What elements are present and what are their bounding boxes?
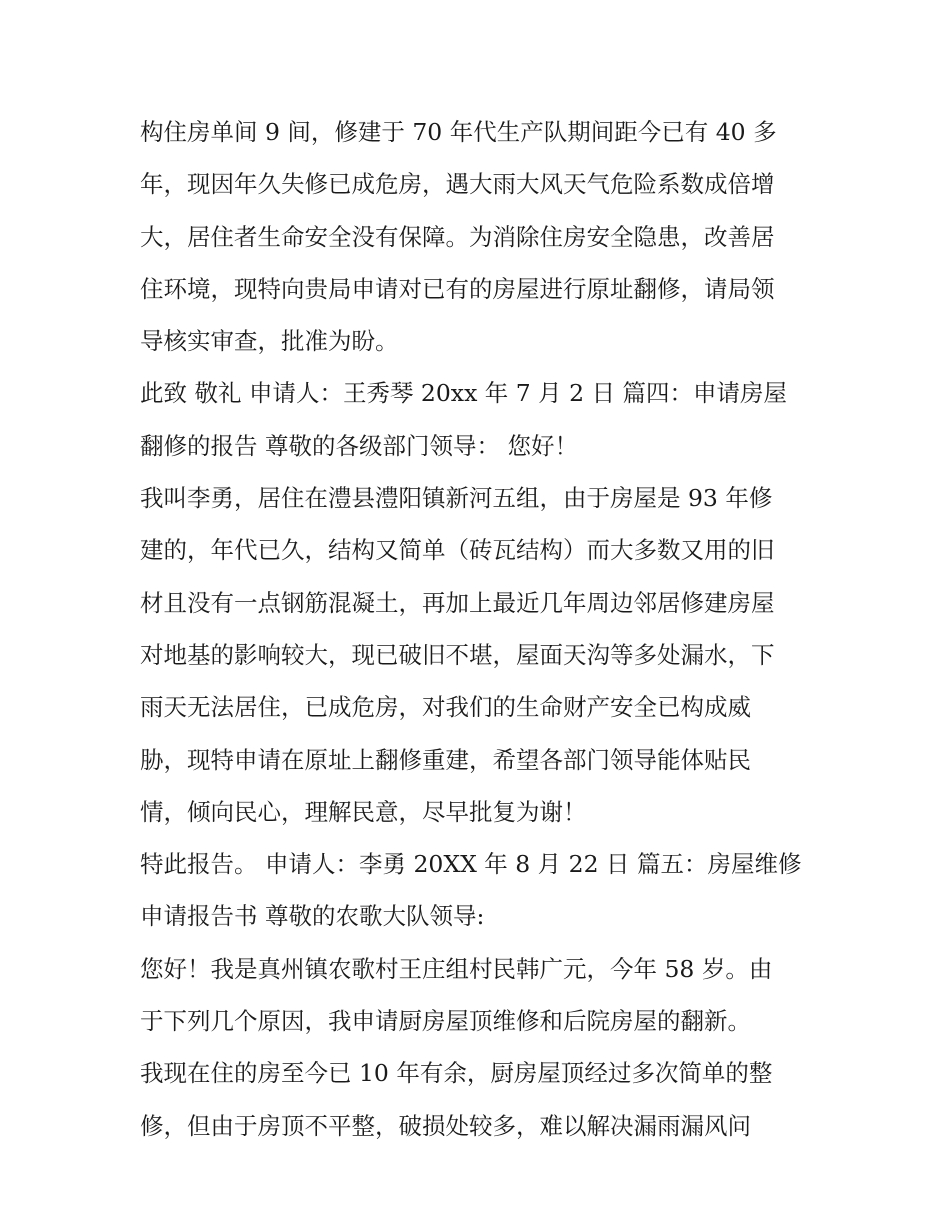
text-line: 您好！我是真州镇农歌村王庄组村民韩广元，今年 58 岁。由 [140,954,773,983]
text-line: 翻修的报告 尊敬的各级部门领导： 您好！ [140,431,578,460]
text-line: 我现在住的房至今已 10 年有余，厨房屋顶经过多次简单的整 [140,1059,773,1088]
document-body [140,106,820,1152]
text-line: 此致 敬礼 申请人：王秀琴 20xx 年 7 月 2 日 篇四：申请房屋 [140,379,788,408]
text-line: 胁，现特申请在原址上翻修重建，希望各部门领导能体贴民 [140,745,751,774]
text-line: 我叫李勇，居住在澧县澧阳镇新河五组，由于房屋是 93 年修 [140,484,773,513]
text-line: 雨天无法居住，已成危房，对我们的生命财产安全已构成威 [140,693,751,722]
text-line: 建的，年代已久，结构又简单（砖瓦结构）而大多数又用的旧 [140,536,775,565]
text-line: 大，居住者生命安全没有保障。为消除住房安全隐患，改善居 [140,222,775,251]
text-line: 住环境，现特向贵局申请对已有的房屋进行原址翻修，请局领 [140,274,775,303]
text-line: 年，现因年久失修已成危房，遇大雨大风天气危险系数成倍增 [140,170,775,199]
text-line: 对地基的影响较大，现已破旧不堪，屋面天沟等多处漏水，下 [140,640,775,669]
text-line: 构住房单间 9 间，修建于 70 年代生产队期间距今已有 40 多 [140,118,777,146]
text-line: 于下列几个原因，我申请厨房屋顶维修和后院房屋的翻新。 [140,1007,751,1036]
text-line: 材且没有一点钢筋混凝土，再加上最近几年周边邻居修建房屋 [140,588,775,617]
text-line: 申请报告书 尊敬的农歌大队领导: [140,902,485,931]
text-line: 特此报告。 申请人：李勇 20XX 年 8 月 22 日 篇五：房屋维修 [140,850,802,879]
text-line: 修，但由于房顶不平整，破损处较多，难以解决漏雨漏风问 [140,1111,751,1140]
text-line: 情，倾向民心，理解民意，尽早批复为谢！ [140,797,587,826]
text-line: 导核实审查，批准为盼。 [140,327,399,356]
